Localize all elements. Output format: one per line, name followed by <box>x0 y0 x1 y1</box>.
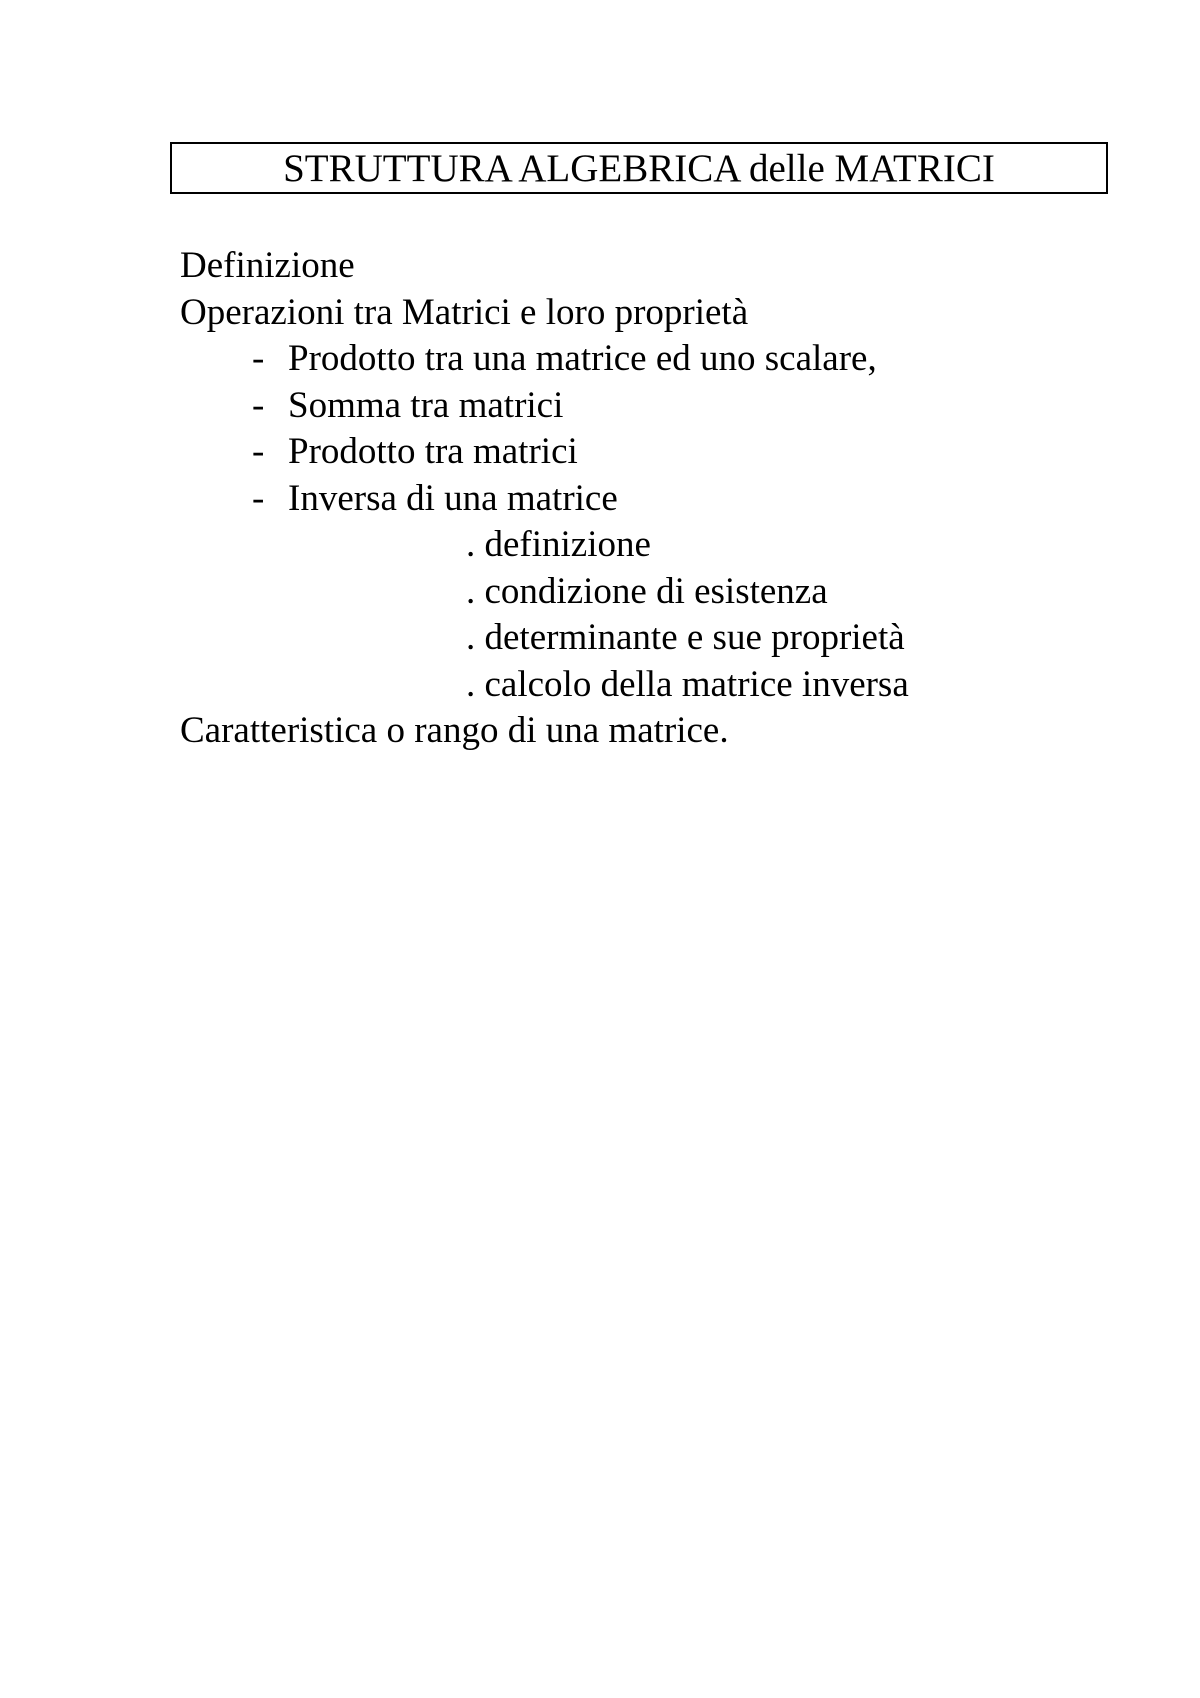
list-item <box>180 336 909 383</box>
sub-item: . condizione di esistenza <box>466 570 828 612</box>
list-item <box>180 476 909 523</box>
sub-item: . determinante e sue proprietà <box>466 617 905 658</box>
list-item-label: Inversa di una matrice <box>288 477 618 519</box>
list-item <box>180 429 909 476</box>
line-definizione: Definizione <box>180 245 355 286</box>
dash-marker: - <box>252 477 265 519</box>
sub-item: . calcolo della matrice inversa <box>466 663 909 705</box>
document-body <box>180 243 909 755</box>
list-item-label: Prodotto tra matrici <box>288 431 578 472</box>
dash-marker: - <box>252 338 265 379</box>
list-item <box>180 383 909 430</box>
dash-marker: - <box>252 384 265 426</box>
line-caratteristica: Caratteristica o rango di una matrice. <box>180 710 729 751</box>
sub-item: . definizione <box>466 524 651 565</box>
list-item-label: Prodotto tra una matrice ed uno scalare, <box>288 338 877 379</box>
list-item-label: Somma tra matrici <box>288 384 564 426</box>
dash-marker: - <box>252 431 265 472</box>
page-title: STRUTTURA ALGEBRICA delle MATRICI <box>283 146 995 190</box>
line-operazioni: Operazioni tra Matrici e loro proprietà <box>180 291 749 333</box>
title-box <box>170 142 1108 194</box>
